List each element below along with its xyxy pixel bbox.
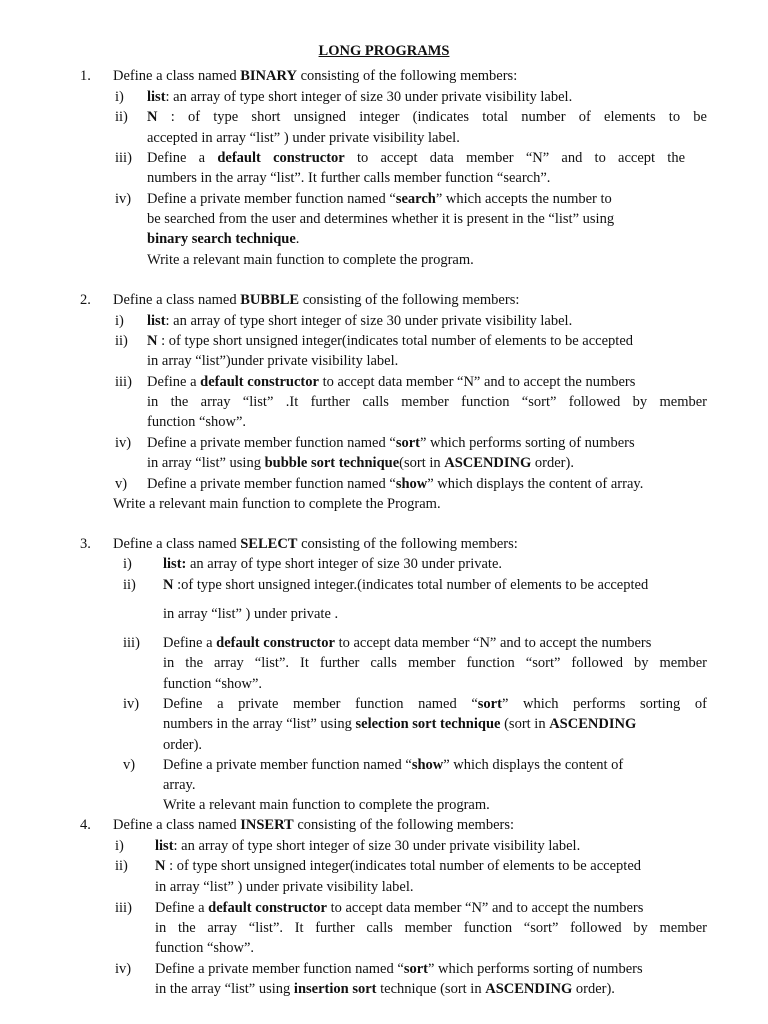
list-item-line: in array “list” ) under private .: [163, 606, 339, 622]
list-item: Define a private member function named “sort” which performs sorting of numbers: [155, 961, 643, 977]
page-title: LONG PROGRAMS: [318, 43, 450, 59]
class-name: SELECT: [240, 536, 298, 552]
list-item: N : of type short unsigned integer(indicates total number of elements to be accepted: [147, 333, 634, 349]
list-item: list: an array of type short integer of size 30 under private.: [163, 556, 503, 572]
list-item-line: in the array “list”. It further calls member function “sort” followed by member: [163, 655, 707, 671]
item-marker: v): [123, 757, 136, 773]
item-marker: iii): [115, 374, 132, 390]
program-number: 4.: [80, 817, 91, 833]
list-item-line: order).: [163, 737, 203, 753]
list-item-line: in the array “list” using insertion sort technique (sort in ASCENDING order).: [155, 981, 615, 997]
list-item-line: in array “list” using bubble sort technique(sort in ASCENDING order).: [147, 455, 574, 471]
list-item-line: numbers in the array “list”. It further calls member function “search”.: [147, 170, 551, 186]
list-item: Define a private member function named “search” which accepts the number to: [147, 191, 612, 207]
list-item-line: in the array “list” .It further calls member function “sort” followed by member: [147, 394, 707, 410]
list-item-line: binary search technique.: [147, 231, 300, 247]
program-intro: Define a class named BUBBLE consisting of the following members:: [113, 292, 520, 308]
list-item: Define a private member function named “show” which displays the content of: [163, 757, 624, 773]
list-item-line: be searched from the user and determines whether it is present in the “list” using: [147, 211, 615, 227]
item-marker: iv): [115, 435, 132, 451]
list-item: Define a private member function named “sort” which performs sorting of numbers: [147, 435, 635, 451]
list-item-line: accepted in array “list” ) under private visibility label.: [147, 130, 460, 146]
class-name: INSERT: [240, 817, 294, 833]
class-name: BUBBLE: [240, 292, 300, 308]
item-marker: iii): [115, 150, 132, 166]
list-item: Define a default constructor to accept data member “N” and to accept the: [147, 150, 686, 166]
list-item: list: an array of type short integer of size 30 under private visibility label.: [155, 838, 581, 854]
item-marker: iv): [115, 961, 132, 977]
list-item: N : of type short unsigned integer(indicates total number of elements to be accepted: [155, 858, 642, 874]
item-marker: ii): [115, 333, 128, 349]
program-number: 3.: [80, 536, 91, 552]
list-item: Define a private member function named “show” which displays the content of array.: [147, 476, 644, 492]
closing-line: Write a relevant main function to complete the program.: [147, 252, 474, 268]
list-item: list: an array of type short integer of size 30 under private visibility label.: [147, 89, 573, 105]
list-item-line: in the array “list”. It further calls member function “sort” followed by member: [155, 920, 707, 936]
program-intro: Define a class named SELECT consisting of the following members:: [113, 536, 518, 552]
list-item-line: in array “list”)under private visibility label.: [147, 353, 399, 369]
program-number: 1.: [80, 68, 91, 84]
list-item-line: array.: [163, 777, 196, 793]
list-item-line: function “show”.: [155, 940, 255, 956]
list-item-line: function “show”.: [163, 676, 263, 692]
item-marker: iii): [115, 900, 132, 916]
item-marker: iv): [115, 191, 132, 207]
item-marker: ii): [123, 577, 136, 593]
item-marker: i): [115, 838, 124, 854]
list-item-line: in array “list” ) under private visibility label.: [155, 879, 414, 895]
class-name: BINARY: [240, 68, 297, 84]
list-item: list: an array of type short integer of size 30 under private visibility label.: [147, 313, 573, 329]
list-item: Define a default constructor to accept data member “N” and to accept the numbers: [163, 635, 652, 651]
list-item: Define a default constructor to accept data member “N” and to accept the numbers: [155, 900, 644, 916]
list-item-line: numbers in the array “list” using selection sort technique (sort in ASCENDING: [163, 716, 637, 732]
item-marker: i): [115, 89, 124, 105]
item-marker: i): [123, 556, 132, 572]
item-marker: v): [115, 476, 128, 492]
list-item: N : of type short unsigned integer (indicates total number of elements to be: [147, 109, 707, 125]
list-item: N :of type short unsigned integer.(indicates total number of elements to be accepted: [163, 577, 649, 593]
item-marker: iii): [123, 635, 140, 651]
list-item-line: function “show”.: [147, 414, 247, 430]
program-number: 2.: [80, 292, 91, 308]
item-marker: ii): [115, 109, 128, 125]
item-marker: iv): [123, 696, 140, 712]
program-intro: Define a class named INSERT consisting of the following members:: [113, 817, 515, 833]
list-item: Define a private member function named “sort” which performs sorting of: [163, 696, 707, 712]
item-marker: ii): [115, 858, 128, 874]
program-intro: Define a class named BINARY consisting of the following members:: [113, 68, 518, 84]
closing-line: Write a relevant main function to complete the Program.: [113, 496, 441, 512]
item-marker: i): [115, 313, 124, 329]
list-item: Define a default constructor to accept data member “N” and to accept the numbers: [147, 374, 636, 390]
closing-line: Write a relevant main function to complete the program.: [163, 797, 490, 813]
